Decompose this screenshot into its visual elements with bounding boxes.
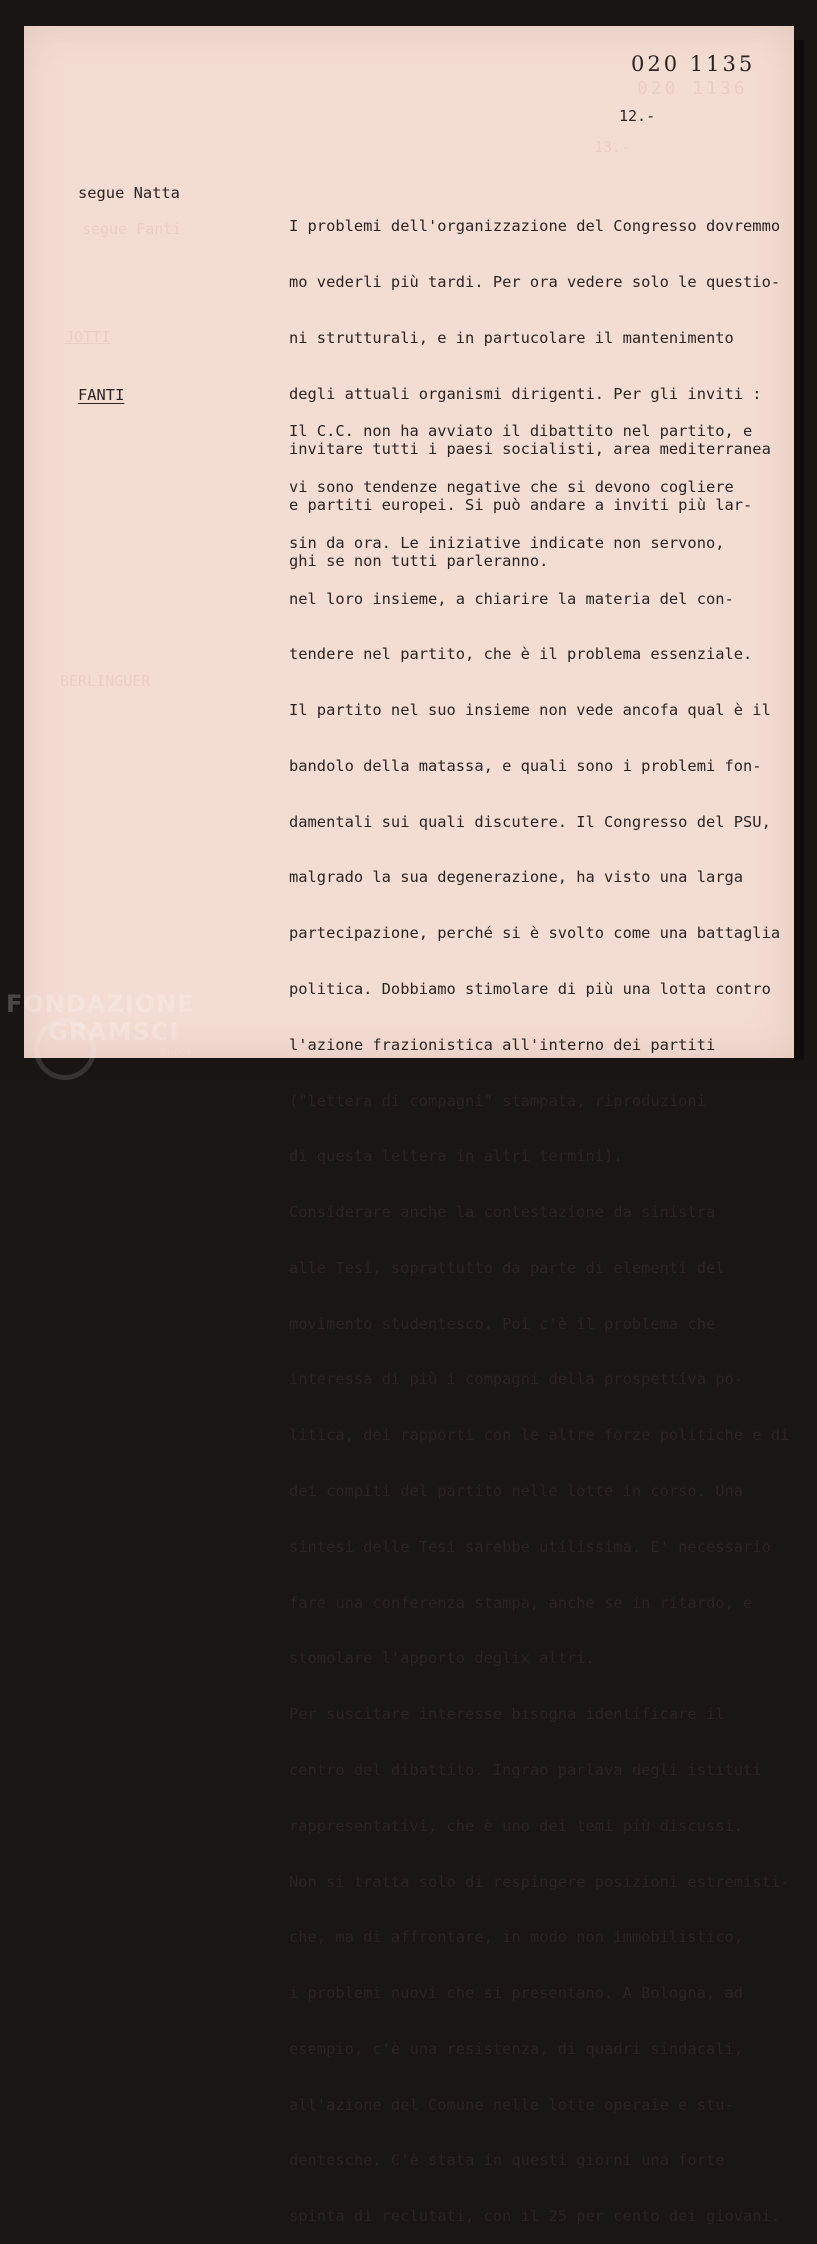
text-line: i problemi nuovi che si presentano. A Bologna, ad	[289, 1984, 744, 2003]
text-line: esempio, c'è una resistenza, di quadri sindacali,	[289, 2039, 744, 2058]
text-line: rappresentativi, che è uno dei temi più discussi.	[289, 1816, 744, 1835]
text-line: dentesche. C'è stata in questi giorni una forte	[289, 2151, 725, 2170]
text-line: Il partito nel suo insieme non vede ancofa qual è il	[289, 701, 771, 720]
text-line: sintesi delle Tesi sarebbe utilissima. E' necessario	[289, 1537, 771, 1556]
text-line: Considerare anche la contestazione da sinistra	[289, 1203, 716, 1222]
show-through-page: 13.-	[594, 138, 631, 156]
speaker-label-natta: segue Natta	[78, 184, 180, 202]
show-through-speaker: segue Fanti	[82, 220, 182, 238]
text-line: ("lettera di compagni" stampata, riproduzioni	[289, 1091, 706, 1110]
text-line: partecipazione, perché si è svolto come una battaglia	[289, 924, 781, 943]
archive-number: 020 1135	[631, 52, 756, 76]
text-line: interessa di più i compagni della prospettiva po-	[289, 1370, 744, 1389]
text-line: politica. Dobbiamo stimolare di più una lotta contro	[289, 980, 771, 998]
fondazione-gramsci-watermark	[6, 990, 195, 1046]
text-line: nel loro insieme, a chiarire la materia del con-	[289, 589, 734, 608]
text-line: spinta di reclutati, con il 25 per cento dei giovani.	[289, 2207, 781, 2226]
text-line: fare una conferenza stampa, anche se in ritardo, e	[289, 1593, 753, 1612]
speech-fanti	[289, 385, 794, 2244]
watermark-line2: GRAMSCI	[48, 1018, 180, 1046]
text-line: I problemi dell'organizzazione del Congresso dovremmo	[289, 217, 781, 236]
text-line: e partiti europei. Si può andare a inviti più lar-	[289, 496, 753, 515]
text-line: sin da ora. Le iniziative indicate non servono,	[289, 533, 725, 552]
paper-edge-shadow	[794, 40, 804, 1060]
text-line: damentali sui quali discutere. Il Congresso del PSU,	[289, 812, 771, 831]
text-line: dei compiti del partito nelle lotte in corso. Una	[289, 1482, 744, 1501]
text-line: vi sono tendenze negative che si devono cogliere	[289, 477, 734, 496]
text-line: stomolare l'apporto deglix altri.	[289, 1649, 595, 1668]
text-line: bandolo della matassa, e quali sono i problemi fon-	[289, 756, 762, 775]
speaker-label-fanti: FANTI	[78, 386, 125, 404]
text-line: Non si tratta solo di respingere posizioni estremisti-	[289, 1872, 790, 1891]
watermark-line1: FONDAZIONE	[6, 990, 195, 1018]
text-line: tendere nel partito, che è il problema essenziale.	[289, 645, 753, 664]
text-line: l'azione frazionistica all'interno dei partiti	[289, 1035, 716, 1054]
text-line: movimento studentesco. Poi c'è il problema che	[289, 1314, 716, 1333]
text-line: degli attuali organismi dirigenti. Per gli inviti :	[289, 384, 762, 403]
text-line: di questa lettera in altri termini).	[289, 1147, 623, 1166]
text-line: all'azione del Comune nelle lotte operaie e stu-	[289, 2095, 734, 2114]
text-line: mo vederli più tardi. Per ora vedere solo le questio-	[289, 272, 781, 291]
text-line: malgrado la sua degenerazione, ha visto una larga	[289, 868, 744, 887]
watermark-sub: ONLUS	[160, 1049, 193, 1058]
text-line: ghi se non tutti parleranno.	[289, 551, 549, 570]
page-number: 12.-	[619, 107, 656, 125]
text-line: centro del dibattito. Ingrao parlava degli istituti	[289, 1760, 762, 1779]
text-line: invitare tutti i paesi socialisti, area mediterranea	[289, 440, 771, 459]
text-line: che, ma di affrontare, in modo non immobilistico,	[289, 1928, 744, 1947]
text-line: Il C.C. non ha avviato il dibattito nel partito, e	[289, 422, 753, 441]
text-line: alle Tesi, soprattutto da parte di elementi del	[289, 1258, 725, 1277]
show-through-speaker: JOTTI	[65, 328, 111, 346]
text-line: Per suscitare interesse bisogna identificare il	[289, 1705, 725, 1724]
show-through-number: 020 1136	[637, 78, 748, 99]
show-through-speaker: BERLINGUER	[60, 672, 151, 690]
text-line: ni strutturali, e in partucolare il mantenimento	[289, 328, 734, 347]
text-line: litica, dei rapporti con le altre forze politiche e di	[289, 1426, 790, 1445]
